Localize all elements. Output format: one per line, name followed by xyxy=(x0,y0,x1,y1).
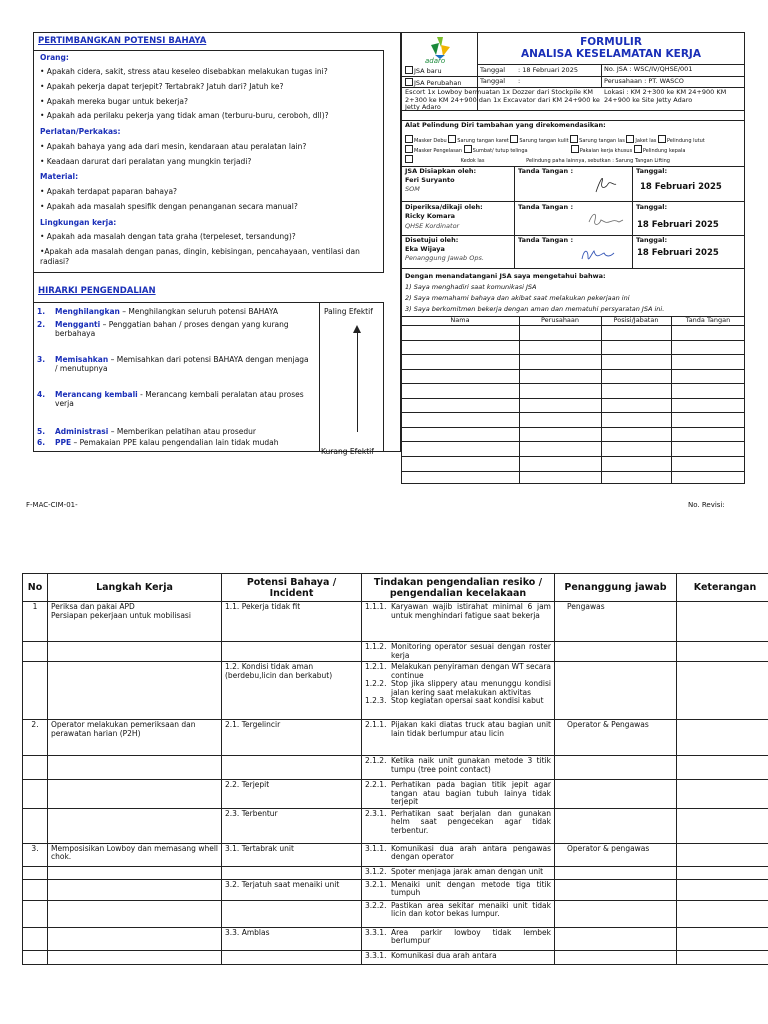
tindakan-item xyxy=(365,663,551,680)
cell-ket xyxy=(677,900,768,927)
table-body xyxy=(23,602,768,965)
material-item-1: • Apakah terdapat paparan bahaya? xyxy=(40,187,178,196)
cell-ket xyxy=(677,879,768,900)
hirarki-item-3: 3. Memisahkan – Memisahkan dari potensi BAHAYA dengan menjaga / menutupnya xyxy=(37,355,309,373)
cell-pj xyxy=(555,950,677,964)
tindakan-number: 1.1.2. xyxy=(365,642,387,651)
tindakan-item xyxy=(365,781,551,807)
tindakan-number: 1.1.1. xyxy=(365,602,387,611)
tindakan-item xyxy=(365,868,551,877)
cell-langkah xyxy=(48,808,222,843)
tindakan-text: Stop jika slippery atau menunggu kondisi jalan kering saat melakukan aktivitas xyxy=(391,679,551,697)
table-row xyxy=(23,662,768,720)
cell-pj xyxy=(555,866,677,879)
hirarki-item-1: 1. Menghilangkan – Menghilangkan seluruh potensi BAHAYA xyxy=(37,307,278,316)
cell-langkah xyxy=(48,662,222,720)
tindakan-number: 1.2.3. xyxy=(365,696,387,705)
cell-no: 2. xyxy=(23,720,48,756)
apd-title: Alat Pelindung Diri tambahan yang direkomendasikan: xyxy=(405,121,606,129)
paling-efektif-label: Paling Efektif xyxy=(324,307,373,316)
tindakan-text: Ketika naik unit gunakan metode 3 titik tumpu (tree point contact) xyxy=(391,756,551,774)
tanggal-value-1: : 18 Februari 2025 xyxy=(518,66,578,74)
cell-pj xyxy=(555,927,677,950)
arrow-head-icon xyxy=(353,325,361,333)
job-description: Escort 1x Lowboy bermuatan 1x Dozzer dari Stockpile KM 2+300 ke KM 24+900 dan 1x Excavator dari KM 24+900 ke Jetty Adaro xyxy=(405,88,600,111)
att-header-posisi: Posisi/Jabatan xyxy=(613,316,659,324)
header-potensi: Potensi Bahaya / Incident xyxy=(222,574,362,602)
cell-ket xyxy=(677,720,768,756)
jsa-baru-checkbox[interactable] xyxy=(405,66,413,74)
apd-row-3: Kedok las Pelindung paha lainnya, sebutkan : Sarung Tangan Lifting xyxy=(405,155,745,164)
cell-potensi: 1.1. Pekerja tidak fit xyxy=(222,602,362,642)
tindakan-text: Perhatikan pada bagian titik jepit agar tangan atau bagian tubuh lainya tidak terjepit xyxy=(391,780,551,806)
no-jsa: No. JSA : WSC/IV/QHSE/001 xyxy=(604,65,693,73)
cell-tindakan xyxy=(362,756,555,780)
disiapkan-name: Feri Suryanto xyxy=(405,176,455,184)
cell-pj xyxy=(555,780,677,809)
tanggal-label-1: Tanggal xyxy=(480,66,506,74)
cell-potensi: 3.1. Tertabrak unit xyxy=(222,843,362,866)
tanggal-value-2: : xyxy=(518,77,521,85)
tindakan-item xyxy=(365,929,551,946)
orang-item-2: • Apakah pekerja dapat terjepit? Tertabrak? Jatuh dari? Jatuh ke? xyxy=(40,82,284,91)
tindakan-number: 2.3.1. xyxy=(365,808,387,818)
perusahaan: Perusahaan : PT. WASCO xyxy=(604,77,684,85)
cell-langkah: Periksa dan pakai APD Persiapan pekerjaan untuk mobilisasi xyxy=(48,602,222,642)
diperiksa-ttd-label: Tanda Tangan : xyxy=(518,203,574,211)
table-row xyxy=(23,602,768,642)
table-row xyxy=(23,808,768,843)
tindakan-text: Karyawan wajib istirahat minimal 6 jam untuk menghindari fatigue saat bekerja xyxy=(391,602,551,620)
form-title-line1: FORMULIR xyxy=(580,36,642,48)
cell-potensi: 3.2. Terjatuh saat menaiki unit xyxy=(222,879,362,900)
cell-no xyxy=(23,642,48,662)
adaro-logo-text: adaro xyxy=(425,57,446,65)
cell-ket xyxy=(677,602,768,642)
disetujui-position: Penanggung Jawab Ops. xyxy=(405,254,484,262)
disiapkan-ttd-label: Tanda Tangan : xyxy=(518,167,574,175)
header-pj: Penanggung jawab xyxy=(555,574,677,602)
tindakan-number: 2.2.1. xyxy=(365,780,387,789)
adaro-logo xyxy=(427,35,453,59)
agreement-item-2: 2) Saya memahami bahaya dan akibat saat melakukan pekerjaan ini xyxy=(405,294,630,302)
lokasi: Lokasi : KM 2+300 ke KM 24+900 KM 24+900 ke Site Jetty Adaro xyxy=(604,88,727,104)
disiapkan-role: JSA Disiapkan oleh: xyxy=(405,167,477,175)
tindakan-item xyxy=(365,603,551,620)
table-row xyxy=(23,900,768,927)
table-row xyxy=(23,780,768,809)
signature-1 xyxy=(590,172,620,198)
table-row xyxy=(23,843,768,866)
jsa-perubahan-checkbox[interactable] xyxy=(405,78,413,86)
tindakan-number: 2.1.1. xyxy=(365,720,387,729)
tindakan-text: Spoter menjaga jarak aman dengan unit xyxy=(391,866,544,876)
att-header-ttd: Tanda Tangan xyxy=(685,316,731,324)
perlatan-item-1: • Apakah bahaya yang ada dari mesin, kendaraan atau peralatan lain? xyxy=(40,142,307,151)
tindakan-item xyxy=(365,810,551,836)
perlatan-item-2: • Keadaan darurat dari peralatan yang mungkin terjadi? xyxy=(40,157,252,166)
cell-potensi xyxy=(222,756,362,780)
cell-pj xyxy=(555,879,677,900)
tindakan-text: Stop kegiatan opersai saat kondisi kabut xyxy=(391,696,544,705)
table-row xyxy=(23,879,768,900)
cell-ket xyxy=(677,950,768,964)
cell-potensi xyxy=(222,900,362,927)
apd-row-2: Masker Pengelasan Sumbat/ tutup telinga Pakaian kerja khusus Pelindung kepala xyxy=(405,145,745,154)
cell-no xyxy=(23,662,48,720)
diperiksa-name: Ricky Komara xyxy=(405,212,456,220)
cell-langkah xyxy=(48,900,222,927)
tindakan-number: 1.2.2. xyxy=(365,679,387,688)
table-row xyxy=(23,642,768,662)
diperiksa-date: 18 Februari 2025 xyxy=(637,220,719,230)
cell-langkah xyxy=(48,950,222,964)
diperiksa-role: Diperiksa/dikaji oleh: xyxy=(405,203,483,211)
tindakan-item xyxy=(365,881,551,898)
section-material-heading: Material: xyxy=(40,172,79,181)
cell-tindakan xyxy=(362,662,555,720)
orang-item-3: • Apakah mereka bugar untuk bekerja? xyxy=(40,97,188,106)
potensi-bahaya-title: PERTIMBANGKAN POTENSI BAHAYA xyxy=(38,36,207,46)
lingkungan-item-1: • Apakah ada masalah dengan tata graha (terpeleset, tersandung)? xyxy=(40,232,296,241)
cell-pj xyxy=(555,900,677,927)
tindakan-item xyxy=(365,952,551,961)
signature-2 xyxy=(585,208,625,234)
tindakan-number: 3.1.1. xyxy=(365,843,387,853)
section-orang-heading: Orang: xyxy=(40,53,69,62)
jsa-perubahan-option[interactable]: JSA Perubahan xyxy=(405,78,462,88)
tindakan-text: Pastikan area sekitar menaiki unit tidak licin dan kotor bekas lumpur. xyxy=(391,900,551,918)
tindakan-item xyxy=(365,721,551,738)
cell-tindakan xyxy=(362,642,555,662)
disiapkan-position: SOM xyxy=(405,185,420,193)
cell-ket xyxy=(677,662,768,720)
cell-langkah xyxy=(48,927,222,950)
cell-langkah: Operator melakukan pemeriksaan dan perawatan harian (P2H) xyxy=(48,720,222,756)
cell-potensi: 2.3. Terbentur xyxy=(222,808,362,843)
cell-pj: Operator & pengawas xyxy=(555,843,677,866)
cell-potensi: 1.2. Kondisi tidak aman (berdebu,licin dan berkabut) xyxy=(222,662,362,720)
tindakan-text: Area parkir lowboy tidak lembek berlumpur xyxy=(391,927,551,945)
cell-tindakan xyxy=(362,879,555,900)
cell-no xyxy=(23,900,48,927)
cell-tindakan xyxy=(362,900,555,927)
cell-tindakan xyxy=(362,950,555,964)
diperiksa-date-label: Tanggal: xyxy=(636,203,668,211)
table-row xyxy=(23,927,768,950)
cell-pj xyxy=(555,642,677,662)
tindakan-text: Pijakan kaki diatas truck atau bagian unit lain tidak berlumpur atau licin xyxy=(391,720,551,738)
cell-no xyxy=(23,927,48,950)
material-item-2: • Apakah ada masalah spesifik dengan penanganan secara manual? xyxy=(40,202,298,211)
disetujui-date-label: Tanggal: xyxy=(636,236,668,244)
no-revisi: No. Revisi: xyxy=(688,501,725,509)
header-tindakan: Tindakan pengendalian resiko / pengendalian kecelakaan xyxy=(362,574,555,602)
att-header-perusahaan: Perusahaan xyxy=(540,316,580,324)
header-ket: Keterangan xyxy=(677,574,768,602)
header-langkah: Langkah Kerja xyxy=(48,574,222,602)
table-row xyxy=(23,720,768,756)
disetujui-name: Eka Wijaya xyxy=(405,245,445,253)
tindakan-item xyxy=(365,902,551,919)
form-title-line2: ANALISA KESELAMATAN KERJA xyxy=(521,48,701,60)
tindakan-item xyxy=(365,757,551,774)
cell-no xyxy=(23,866,48,879)
cell-ket xyxy=(677,756,768,780)
cell-ket xyxy=(677,642,768,662)
disetujui-date: 18 Februari 2025 xyxy=(637,248,719,258)
cell-langkah: Memposisikan Lowboy dan memasang whell chok. xyxy=(48,843,222,866)
cell-pj xyxy=(555,662,677,720)
cell-potensi: 2.2. Terjepit xyxy=(222,780,362,809)
agreement-item-3: 3) Saya berkomitmen bekerja dengan aman dan mematuhi persyaratan JSA ini. xyxy=(405,305,665,313)
hirarki-divider xyxy=(319,302,320,452)
cell-pj xyxy=(555,756,677,780)
tindakan-text: Menaiki unit dengan metode tiga titik tumpuh xyxy=(391,879,551,897)
cell-langkah xyxy=(48,879,222,900)
tindakan-number: 3.2.2. xyxy=(365,900,387,910)
cell-tindakan xyxy=(362,720,555,756)
cell-potensi xyxy=(222,866,362,879)
agreement-title: Dengan menandatangani JSA saya mengetahui bahwa: xyxy=(405,272,606,280)
tindakan-number: 1.2.1. xyxy=(365,662,387,671)
section-perlatan-heading: Perlatan/Perkakas: xyxy=(40,127,121,136)
cell-potensi: 2.1. Tergelincir xyxy=(222,720,362,756)
cell-tindakan xyxy=(362,808,555,843)
jsa-steps-table xyxy=(22,573,768,965)
cell-langkah xyxy=(48,780,222,809)
tindakan-text: Komunikasi dua arah antara xyxy=(391,950,497,960)
tindakan-text: Melakukan penyiraman dengan WT secara continue xyxy=(391,662,551,680)
hirarki-item-6: 6. PPE – Pemakaian PPE kalau pengendalian lain tidak mudah xyxy=(37,438,279,447)
disiapkan-date-label: Tanggal: xyxy=(636,167,668,175)
cell-no: 1 xyxy=(23,602,48,642)
hirarki-item-4: 4. Merancang kembali - Merancang kembali peralatan atau proses verja xyxy=(37,390,304,408)
kurang-efektif-label: Kurang Efektif xyxy=(321,447,374,456)
effectiveness-arrow xyxy=(357,332,358,432)
agreement-item-1: 1) Saya menghadiri saat komunikasi JSA xyxy=(405,283,537,291)
section-lingkungan-heading: Lingkungan kerja: xyxy=(40,218,117,227)
tindakan-item xyxy=(365,697,551,706)
tindakan-number: 3.1.2. xyxy=(365,866,387,876)
tindakan-number: 3.3.1. xyxy=(365,950,387,960)
cell-tindakan xyxy=(362,927,555,950)
cell-tindakan xyxy=(362,780,555,809)
cell-ket xyxy=(677,780,768,809)
cell-ket xyxy=(677,808,768,843)
hirarki-item-2: 2. Mengganti – Penggatian bahan / proses dengan yang kurang berbahaya xyxy=(37,320,289,338)
table-row xyxy=(23,950,768,964)
cell-pj xyxy=(555,808,677,843)
orang-item-4: • Apakah ada perilaku pekerja yang tidak aman (terburu-buru, ceroboh, dll)? xyxy=(40,111,329,120)
tindakan-item xyxy=(365,845,551,862)
cell-ket xyxy=(677,843,768,866)
cell-pj: Operator & Pengawas xyxy=(555,720,677,756)
apd-row-1: Masker Debu Sarung tangan karet Sarung tangan kulit Sarung tangan las Jaket las Pelindung lutut xyxy=(405,135,745,144)
jsa-baru-option[interactable]: JSA baru xyxy=(405,66,442,76)
orang-item-1: • Apakah cidera, sakit, stress atau keseleo disebabkan melakukan tugas ini? xyxy=(40,67,328,76)
cell-no xyxy=(23,756,48,780)
disiapkan-date: 18 Februari 2025 xyxy=(640,182,722,192)
cell-langkah xyxy=(48,756,222,780)
cell-langkah xyxy=(48,642,222,662)
cell-potensi: 3.3. Amblas xyxy=(222,927,362,950)
hirarki-title: HIRARKI PENGENDALIAN xyxy=(38,286,156,296)
hirarki-item-5: 5. Administrasi – Memberikan pelatihan atau prosedur xyxy=(37,427,256,436)
cell-no xyxy=(23,879,48,900)
tindakan-number: 2.1.2. xyxy=(365,756,387,765)
attendee-grid xyxy=(401,316,745,484)
tindakan-item xyxy=(365,680,551,697)
table-row xyxy=(23,756,768,780)
cell-tindakan xyxy=(362,602,555,642)
cell-ket xyxy=(677,927,768,950)
cell-pj: Pengawas xyxy=(555,602,677,642)
att-header-nama: Nama xyxy=(450,316,470,324)
diperiksa-position: QHSE Kordinator xyxy=(405,222,460,230)
tindakan-text: Monitoring operator sesuai dengan roster kerja xyxy=(391,642,551,660)
cell-ket xyxy=(677,866,768,879)
cell-no xyxy=(23,780,48,809)
cell-tindakan xyxy=(362,843,555,866)
cell-tindakan xyxy=(362,866,555,879)
disetujui-ttd-label: Tanda Tangan : xyxy=(518,236,574,244)
header-no: No xyxy=(23,574,48,602)
tindakan-item xyxy=(365,643,551,660)
tindakan-number: 3.2.1. xyxy=(365,879,387,889)
cell-no xyxy=(23,950,48,964)
lingkungan-item-2: •Apakah ada masalah dengan panas, dingin, kebisingan, pencahayaan, ventilasi dan radiasi? xyxy=(40,247,360,266)
tindakan-number: 3.3.1. xyxy=(365,927,387,937)
signature-3 xyxy=(578,243,618,269)
cell-potensi xyxy=(222,642,362,662)
cell-potensi xyxy=(222,950,362,964)
form-code: F-MAC-CIM-01- xyxy=(26,501,78,509)
disetujui-role: Disetujui oleh: xyxy=(405,236,459,244)
table-row xyxy=(23,866,768,879)
tindakan-text: Komunikasi dua arah antara pengawas dengan operator xyxy=(391,843,551,861)
cell-no: 3. xyxy=(23,843,48,866)
cell-no xyxy=(23,808,48,843)
cell-langkah xyxy=(48,866,222,879)
tanggal-label-2: Tanggal xyxy=(480,77,506,85)
tindakan-text: Perhatikan saat berjalan dan gunakan helm saat pengecekan agar tidak terbentur. xyxy=(391,808,551,835)
